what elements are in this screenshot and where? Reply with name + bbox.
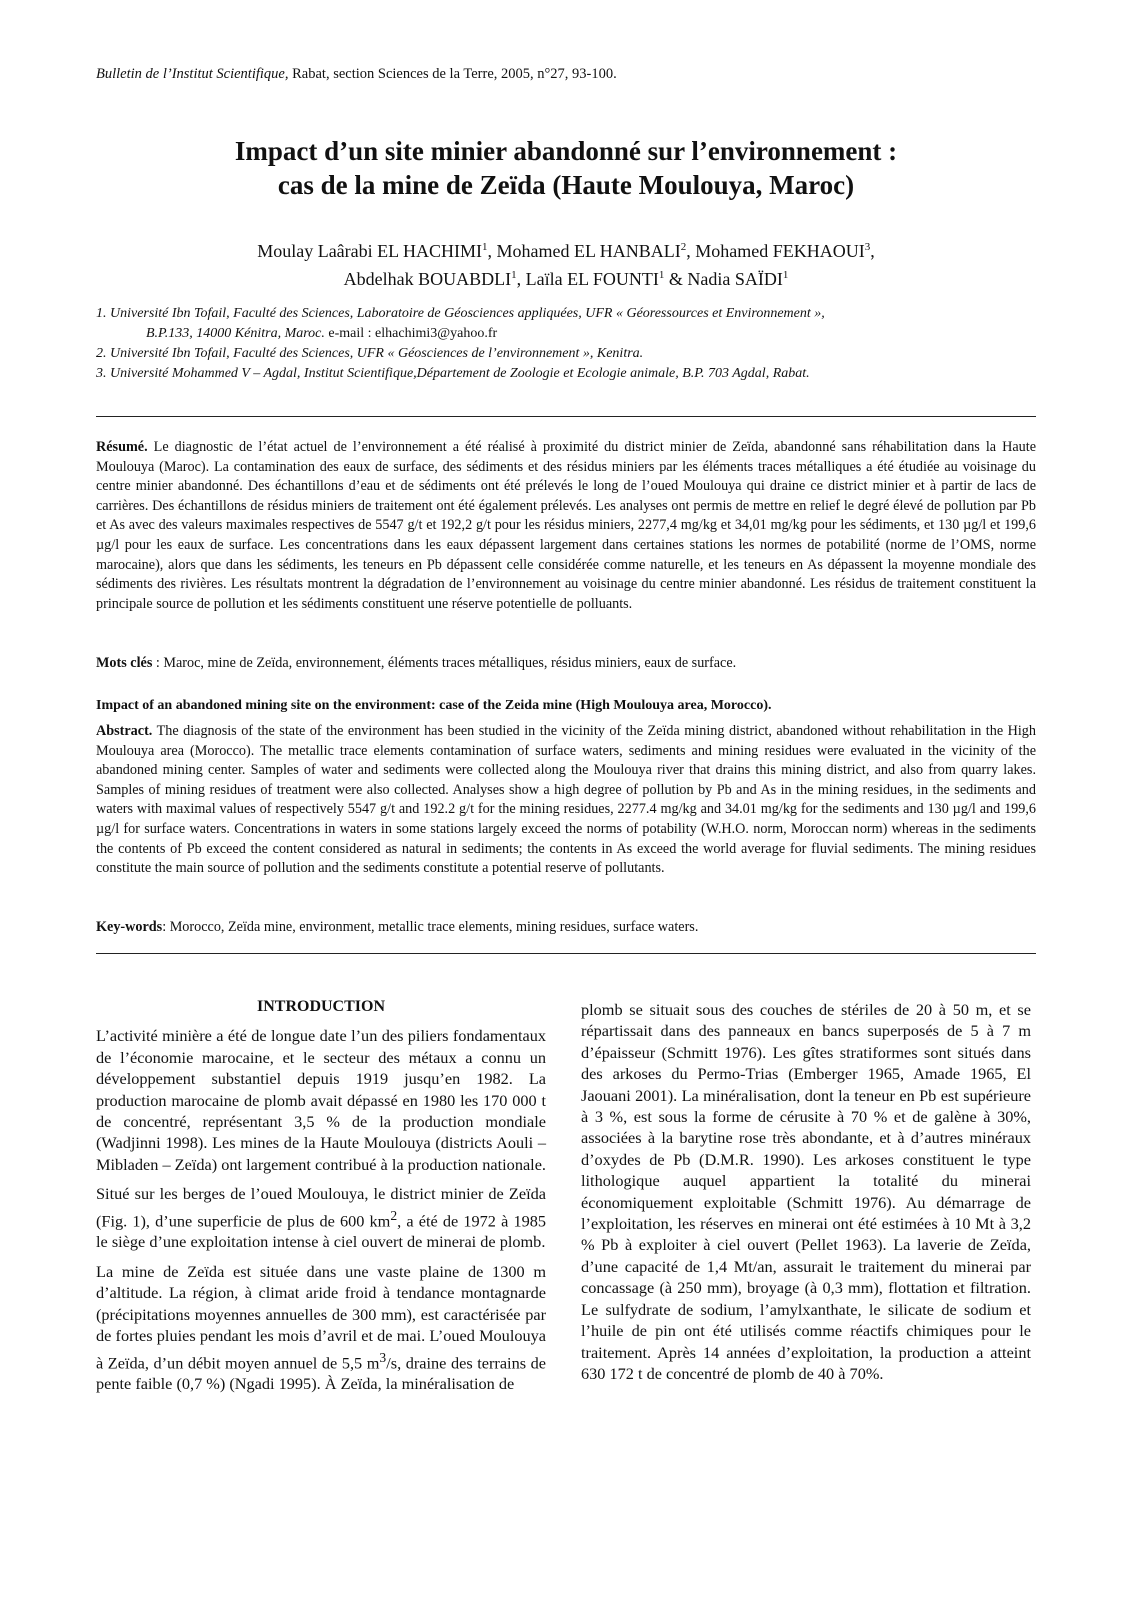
intro-p2-superscript: 2: [390, 1207, 398, 1223]
resume-text: Le diagnostic de l’état actuel de l’environnement a été réalisé à proximité du district minier de Zeïda, abandonné sans réhabilitation dans la Haute Moulouya (Maroc). La contamination des eaux de surface, des sédiments et des résidus miniers par les éléments traces métalliques a été étudiée au voisinage du centre minier abandonné. Des échantillons d’eau et de sédiments ont été prélevés le long de l’oued Moulouya qui draine ce district minier et à partir de lacs de carrières. Des échantillons de résidus miniers de traitement ont été également prélevés. Les analyses ont permis de mettre en relief le degré élevé de pollution par Pb et As avec des valeurs maximales respectives de 5547 g/t et 192,2 g/t pour les résidus miniers, 2277,4 mg/kg et 34,01 mg/kg pour les sédiments, et 130 µg/l et 199,6 µg/l pour les eaux de surface. Les concentrations dans les eaux dépassent largement dans certaines stations les normes de potabilité (norme de l’OMS, norme marocaine), alors que dans les sédiments, les teneurs en Pb dépassent celle considérée comme naturelle, et les teneurs en As dépassent la moyenne mondiale des sédiments des rivières. Les résultats montrent la dégradation de l’environnement au voisinage du centre minier abandonné. Les résidus de traitement constituent la principale source de pollution et les sédiments constituent une réserve potentielle de polluants.: [96, 439, 1036, 612]
affiliation-1: [96, 304, 1036, 344]
authors-line-2: [96, 263, 1036, 291]
journal-details: Rabat, section Sciences de la Terre, 2005, n°27, 93-100.: [288, 66, 617, 82]
affiliations: [96, 304, 1036, 384]
title-line-2: cas de la mine de Zeïda (Haute Moulouya, Maroc): [277, 170, 855, 200]
author-separator: ,: [686, 241, 696, 261]
abstract-paragraph: [96, 722, 1036, 879]
top-divider: [96, 416, 1036, 417]
author-name: Abdelhak BOUABDLI: [343, 269, 512, 289]
resume-paragraph: [96, 438, 1036, 614]
bottom-divider: [96, 953, 1036, 954]
author-affil-mark: 2: [680, 241, 687, 253]
author-name: Mohamed EL HANBALI: [496, 241, 681, 261]
author-name: Mohamed FEKHAOUI: [695, 241, 865, 261]
affiliation-3: 3. Université Mohammed V – Agdal, Institut Scientifique,Département de Zoologie et Ecologie animale, B.P. 703 Agdal, Rabat.: [96, 366, 810, 381]
author-separator: ,: [516, 269, 526, 289]
affiliation-2: 2. Université Ibn Tofail, Faculté des Sciences, UFR « Géosciences de l’environnement », Kenitra.: [96, 346, 644, 361]
affiliation-1-line-1: 1. Université Ibn Tofail, Faculté des Sciences, Laboratoire de Géosciences appliquées, UFR « Géoressources et Environnement »,: [96, 306, 825, 321]
left-column: [96, 996, 546, 1403]
author-separator: &: [664, 269, 688, 289]
resume-label: Résumé.: [96, 439, 148, 455]
affiliation-email: e-mail : elhachimi3@yahoo.fr: [324, 326, 498, 341]
right-column: [581, 999, 1031, 1392]
keywords: [96, 919, 1036, 936]
author-separator: ,: [487, 241, 497, 261]
mots-cles: [96, 655, 1036, 672]
paper-title: [96, 134, 1036, 202]
intro-paragraph-1: L’activité minière a été de longue date l’un des piliers fondamentaux de l’économie marocaine, et le secteur des métaux a connu un développement substantiel depuis 1919 jusqu’en 1982. La production marocaine de plomb avait dépassé en 1980 les 170 000 t de concentré, représentant 3,5 % de la production mondiale (Wadjinni 1998). Les mines de la Haute Moulouya (districts Aouli – Mibladen – Zeïda) ont largement contribué à la production nationale.: [96, 1026, 546, 1174]
intro-p3-text-b: /s, draine des terrains de pente faible (0,7 %) (Ngadi 1995). À Zeïda, la minéralisation de: [96, 1352, 546, 1394]
english-title: Impact of an abandoned mining site on the environment: case of the Zeida mine (High Moulouya area, Morocco).: [96, 698, 772, 713]
author-separator: ,: [870, 241, 875, 261]
author-affil-mark: 1: [782, 269, 789, 281]
intro-paragraph-2: [96, 1183, 546, 1253]
keywords-label: Key-words: [96, 919, 163, 935]
intro-paragraph-3: [96, 1261, 546, 1395]
journal-header: [96, 66, 617, 83]
affiliation-1-line-2: [96, 324, 1036, 344]
mots-cles-label: Mots clés: [96, 655, 153, 671]
title-line-1: Impact d’un site minier abandonné sur l’environnement :: [234, 136, 898, 166]
author-name: Moulay Laârabi EL HACHIMI: [257, 241, 482, 261]
intro-p3-superscript: 3: [379, 1349, 387, 1365]
author-affil-mark: 1: [658, 269, 665, 281]
author-affil-mark: 3: [864, 241, 871, 253]
author-list: [96, 235, 1036, 291]
affiliation-1-address: B.P.133, 14000 Kénitra, Maroc.: [146, 326, 325, 341]
author-name: Laïla EL FOUNTI: [525, 269, 659, 289]
author-name: Nadia SAÏDI: [687, 269, 783, 289]
author-affil-mark: 1: [511, 269, 517, 281]
abstract-text: The diagnosis of the state of the environment has been studied in the vicinity of the Zeïda mining district, abandoned without rehabilitation in the High Moulouya area (Morocco). The metallic trace elements contamination of surface waters, sediments and mining residues were evaluated in the vicinity of the abandoned mining center. Samples of water and sediments were collected along the Moulouya river that drains this mining district, and also from quarry lakes. Samples of mining residues of treatment were also collected. Analyses show a high degree of pollution by Pb and As in the mining residues, in the sediments and waters with maximal values of respectively 5547 g/t and 192.2 g/t for the mining residues, 2277.4 mg/kg and 34.01 mg/kg for the sediments and 130 µg/l and 199,6 µg/l for surface waters. Concentrations in waters in some stations largely exceed the norms of potability (W.H.O. norm, Moroccan norm) whereas in the sediments the contents of Pb exceed the content considered as natural in sediments; the contents in As exceed the world average for fluvial sediments. The mining residues constitute the main source of pollution and the sediments constitute a potential reserve of pollutants.: [96, 723, 1036, 877]
authors-line-1: [96, 235, 1036, 263]
author-affil-mark: 1: [481, 241, 488, 253]
journal-name: Bulletin de l’Institut Scientifique,: [96, 66, 289, 82]
intro-p2-text-a: Situé sur les berges de l’oued Moulouya, le district minier de Zeïda (Fig. 1), d’une superficie de plus de 600 km: [96, 1184, 546, 1231]
abstract-label: Abstract.: [96, 723, 153, 739]
mots-cles-text: : Maroc, mine de Zeïda, environnement, éléments traces métalliques, résidus miniers, eaux de surface.: [152, 655, 737, 671]
introduction-heading: INTRODUCTION: [256, 998, 385, 1015]
intro-p2-text-b: , a été de 1972 à 1985 le siège d’une exploitation intense à ciel ouvert de minerai de plomb.: [96, 1211, 547, 1252]
intro-paragraph-4: plomb se situait sous des couches de stériles de 20 à 50 m, et se répartissait dans des panneaux en bancs superposés de 5 à 7 m d’épaisseur (Schmitt 1976). Les gîtes stratiformes sont situés dans des arkoses du Permo-Trias (Emberger 1965, Amade 1965, El Jaouani 2001). La minéralisation, dont la teneur en Pb est supérieure à 3 %, est sous la forme de cérusite à 70 % et de galène à 30%, associées à la barytine rose très abondante, et à d’autres minéraux d’oxydes de Pb (D.M.R. 1990). Les arkoses constituent le type lithologique auquel appartient la totalité du minerai économiquement exploitable (Schmitt 1976). Au démarrage de l’exploitation, les réserves en minerai ont été estimées à 10 Mt à 3,2 % Pb à exploiter à ciel ouvert (Pellet 1963). La laverie de Zeïda, d’une capacité de 1,4 Mt/an, assurait le traitement du minerai par concassage (à 250 mm), broyage (à 0,3 mm), flottation et filtration. Le sulfydrate de sodium, l’amylxanthate, le silicate de sodium et l’huile de pin ont été utilisés comme réactifs chimiques pour le traitement. Après 14 années d’exploitation, la production a atteint 630 172 t de concentré de plomb de 40 à 70%.: [581, 1000, 1031, 1383]
keywords-text: : Morocco, Zeïda mine, environment, metallic trace elements, mining residues, surface waters.: [162, 919, 699, 935]
intro-p3-text-a: La mine de Zeïda est située dans une vaste plaine de 1300 m d’altitude. La région, à climat aride froid à tendance montagnarde (précipitations moyennes annuelles de 300 mm), est caractérisée par de fortes pluies pendant les mois d’avril et de mai. L’oued Moulouya à Zeïda, d’un débit moyen annuel de 5,5 m: [96, 1261, 546, 1372]
